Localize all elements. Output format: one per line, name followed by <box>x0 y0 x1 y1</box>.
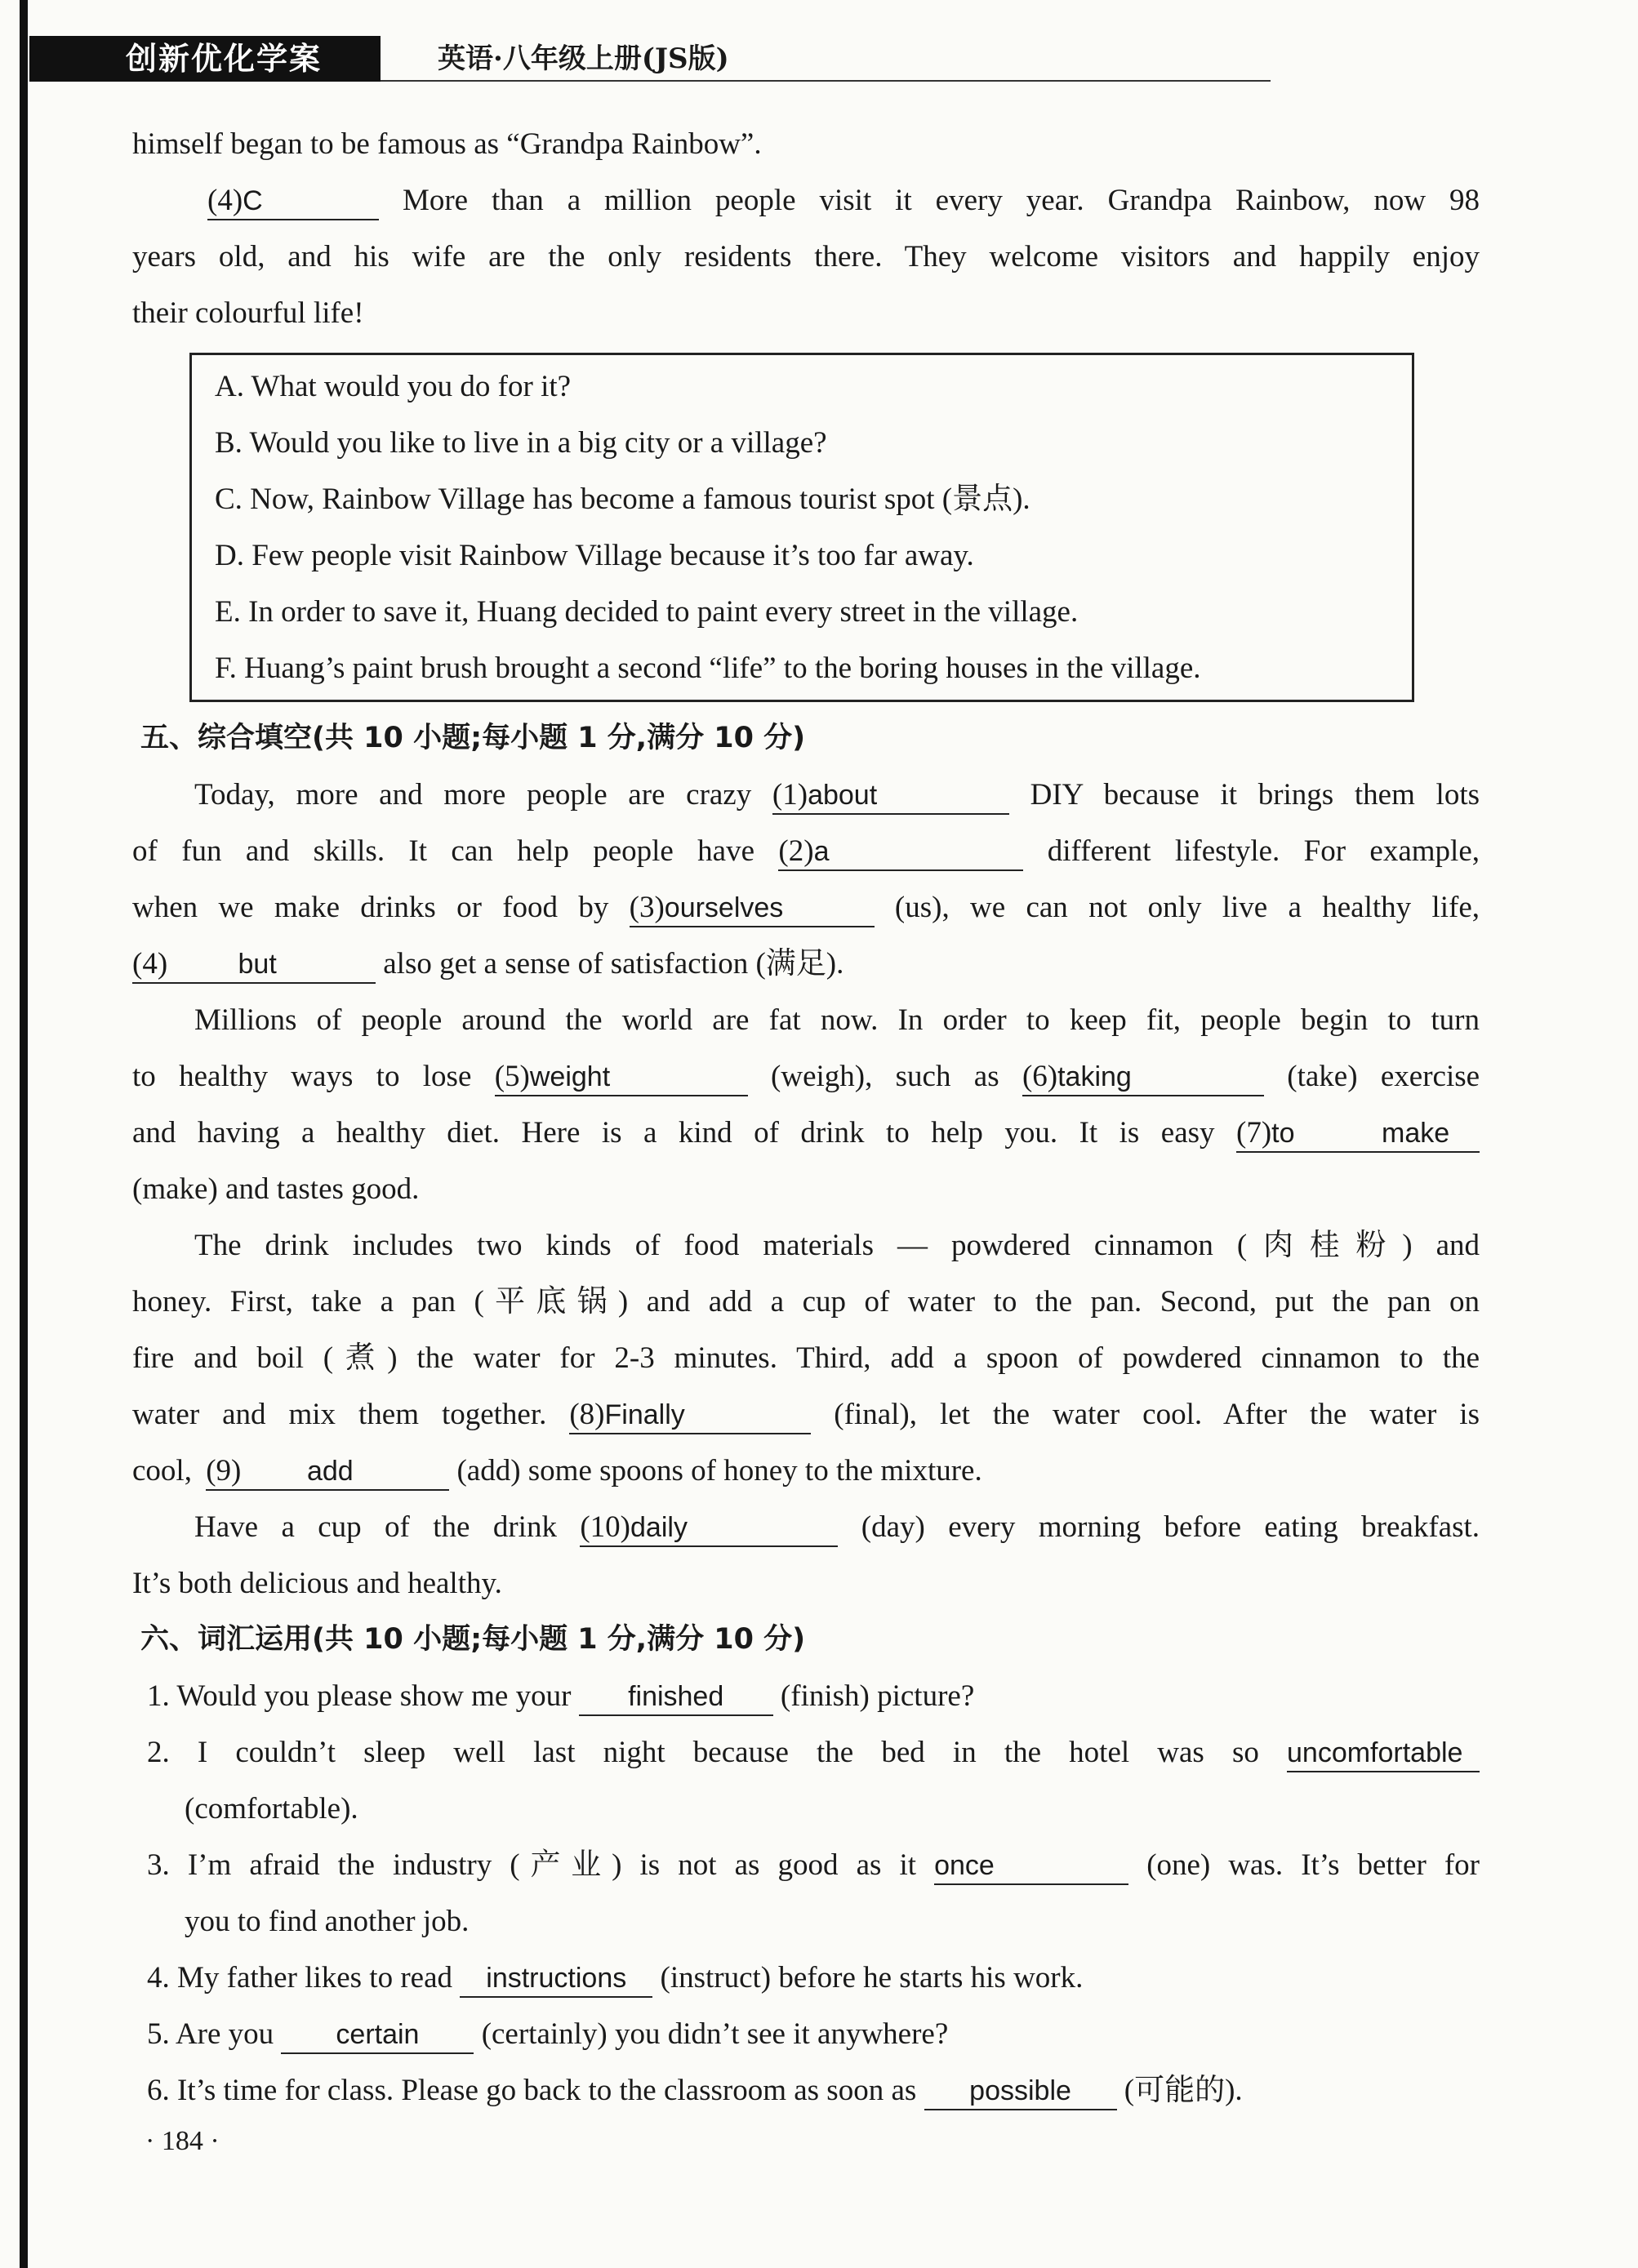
vocab-item-1: 1. Would you please show me your finished (finish) picture? <box>132 1668 1480 1724</box>
header-rule <box>381 80 1271 82</box>
page-header <box>29 36 1254 82</box>
answer-blank: (2)a <box>778 834 1023 871</box>
vocab-item-3: 3. I’m afraid the industry (产业) is not as good as it once (one) was. It’s better for <box>132 1837 1480 1893</box>
answer-text: about <box>808 780 878 811</box>
cloze-line: water and mix them together. (8)Finally (final), let the water cool. After the water is <box>132 1386 1480 1443</box>
answer-text: daily <box>630 1512 688 1543</box>
cloze-line: (make) and tastes good. <box>132 1172 420 1206</box>
answer-blank: (10)daily <box>580 1510 838 1547</box>
cloze-line: Have a cup of the drink (10)daily (day) every morning before eating breakfast. <box>132 1499 1480 1555</box>
option-f: F. Huang’s paint brush brought a second “life” to the boring houses in the village. <box>215 651 1201 685</box>
answer-blank <box>460 1960 652 1998</box>
answer-blank: (9) add <box>206 1453 449 1491</box>
answer-text: to make <box>1271 1118 1450 1149</box>
passage-line: himself began to be famous as “Grandpa Rainbow”. <box>132 127 762 161</box>
passage-line: their colourful life! <box>132 296 364 330</box>
option-c: C. Now, Rainbow Village has become a famous tourist spot (景点). <box>215 483 1030 516</box>
cloze-line: (4) but also get a sense of satisfaction (满足). <box>132 936 1480 992</box>
cloze-line: Millions of people around the world are fat now. In order to keep fit, people begin to turn <box>194 1003 1480 1037</box>
cloze-line: cool, (9) add (add) some spoons of honey to the mixture. <box>132 1443 1480 1499</box>
vocab-item-2: 2. I couldn’t sleep well last night because the bed in the hotel was so uncomfortable <box>132 1724 1480 1781</box>
answer-text: uncomfortable <box>1287 1737 1463 1768</box>
answer-blank: (1)about <box>772 777 1009 815</box>
options-box <box>189 353 1414 702</box>
answer-text: weight <box>529 1061 611 1092</box>
vocab-item-5: 5. Are you certain (certainly) you didn’t see it anywhere? <box>132 2006 1480 2062</box>
answer-blank: (4)C <box>207 183 379 220</box>
cloze-line: honey. First, take a pan (平底锅) and add a cup of water to the pan. Second, put the pan on <box>132 1285 1480 1319</box>
answer-blank: (7)to make <box>1236 1115 1480 1153</box>
cloze-line: of fun and skills. It can help people have (2)a different lifestyle. For example, <box>132 823 1480 879</box>
answer-text: a <box>813 836 830 867</box>
option-a: A. What would you do for it? <box>215 370 572 403</box>
answer-text: instructions <box>486 1963 627 1994</box>
answer-blank: (8)Finally <box>569 1397 811 1434</box>
answer-text: taking <box>1057 1061 1132 1092</box>
page-spine <box>20 0 28 2268</box>
answer-text: C <box>243 185 263 216</box>
answer-blank <box>1287 1735 1480 1772</box>
passage-line: (4)C More than a million people visit it every year. Grandpa Rainbow, now 98 <box>132 172 1480 229</box>
answer-blank <box>579 1679 773 1716</box>
answer-blank: (6)taking <box>1022 1059 1264 1096</box>
vocab-item-3-cont: you to find another job. <box>185 1905 470 1938</box>
answer-text: certain <box>336 2019 420 2050</box>
vocab-item-2-cont: (comfortable). <box>185 1792 358 1826</box>
answer-text: possible <box>969 2075 1071 2106</box>
answer-text: ourselves <box>664 892 784 923</box>
cloze-line: fire and boil (煮) the water for 2-3 minutes. Third, add a spoon of powdered cinnamon to the <box>132 1341 1480 1375</box>
answer-text: finished <box>628 1681 724 1712</box>
cloze-line: when we make drinks or food by (3)ourselves (us), we can not only live a healthy life, <box>132 879 1480 936</box>
answer-blank: (3)ourselves <box>630 890 875 927</box>
section-6-title: 六、词汇运用(共 10 小题;每小题 1 分,满分 10 分) <box>140 1623 806 1656</box>
option-b: B. Would you like to live in a big city or a village? <box>215 426 827 460</box>
cloze-line: The drink includes two kinds of food materials — powdered cinnamon (肉桂粉) and <box>194 1229 1480 1262</box>
passage-line: years old, and his wife are the only residents there. They welcome visitors and happily enjoy <box>132 240 1480 273</box>
page-content <box>132 116 1480 2119</box>
answer-blank <box>281 2017 474 2054</box>
answer-text: add <box>306 1456 354 1487</box>
answer-blank: (4) but <box>132 946 376 984</box>
option-d: D. Few people visit Rainbow Village because it’s too far away. <box>215 539 974 572</box>
answer-text: once <box>934 1850 995 1881</box>
section-5-title: 五、综合填空(共 10 小题;每小题 1 分,满分 10 分) <box>140 722 806 754</box>
cloze-line: to healthy ways to lose (5)weight (weigh), such as (6)taking (take) exercise <box>132 1048 1480 1105</box>
cloze-line: and having a healthy diet. Here is a kind of drink to help you. It is easy (7)to make <box>132 1105 1480 1161</box>
cloze-line: It’s both delicious and healthy. <box>132 1567 502 1600</box>
answer-text: Finally <box>604 1399 685 1430</box>
cloze-line: Today, more and more people are crazy (1)about DIY because it brings them lots <box>132 767 1480 823</box>
option-e: E. In order to save it, Huang decided to paint every street in the village. <box>215 595 1079 629</box>
book-title: 英语·八年级上册(JS版) <box>438 42 729 75</box>
answer-text: but <box>238 949 277 980</box>
answer-blank: (5)weight <box>495 1059 748 1096</box>
vocab-item-6: 6. It’s time for class. Please go back to the classroom as soon as possible (可能的). <box>132 2062 1480 2119</box>
vocab-item-4: 4. My father likes to read instructions (instruct) before he starts his work. <box>132 1950 1480 2006</box>
brand-logo: 创新优化学案 <box>29 36 381 82</box>
answer-blank <box>934 1848 1128 1885</box>
answer-blank <box>924 2073 1117 2110</box>
page-number: · 184 · <box>145 2126 220 2156</box>
